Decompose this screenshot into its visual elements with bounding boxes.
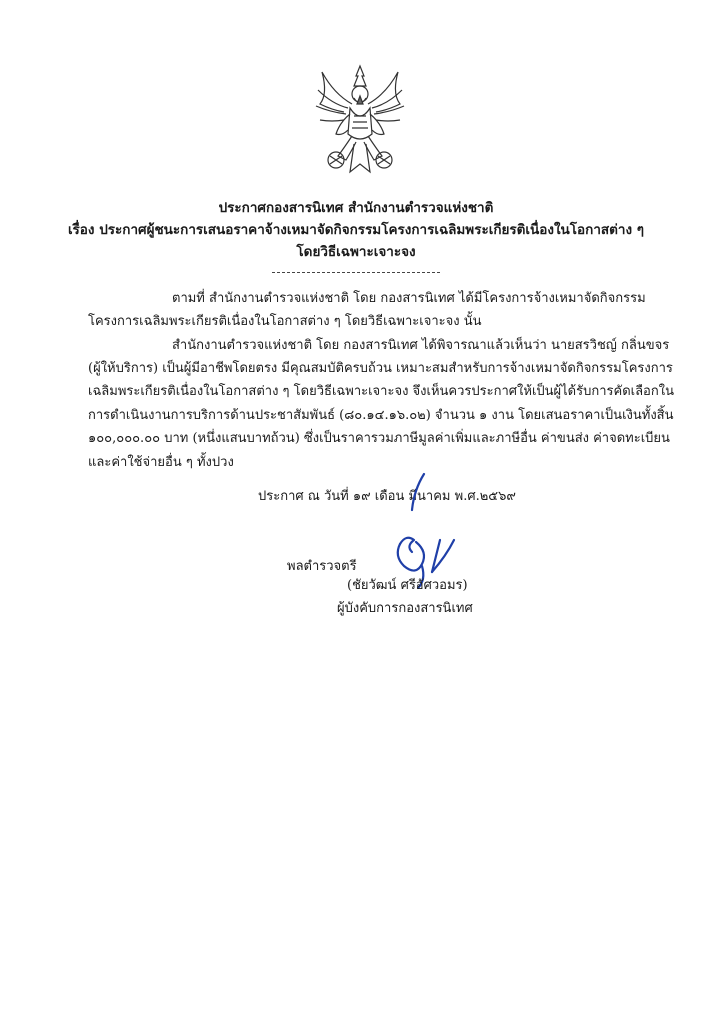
document-title: ประกาศกองสารนิเทศ สำนักงานตำรวจแห่งชาติ [218, 200, 494, 216]
body-paragraph-2-line-5: ๑๐๐,๐๐๐.๐๐ บาท (หนึ่งแสนบาทถ้วน) ซึ่งเป็นราคารวมภาษีมูลค่าเพิ่มและภาษีอื่น ค่าขนส่ง ค่าจดทะเบียน [88, 431, 670, 446]
signatory-name: (ชัยวัฒน์ ศรีอัศวอมร) [347, 578, 468, 593]
body-paragraph-2-line-1: สำนักงานตำรวจแห่งชาติ โดย กองสารนิเทศ ได้พิจารณาแล้วเห็นว่า นายสรวิชญ์ กลิ่นขจร [172, 338, 670, 353]
announcement-date: ประกาศ ณ วันที่ ๑๙ เดือน มีนาคม พ.ศ.๒๕๖๙ [258, 489, 516, 504]
signatory-position: ผู้บังคับการกองสารนิเทศ [337, 601, 473, 616]
body-paragraph-2-line-2: (ผู้ให้บริการ) เป็นผู้มีอาชีพโดยตรง มีคุณสมบัติครบถ้วน เหมาะสมสำหรับการจ้างเหมาจัดกิจกรรมโครงการ [88, 361, 673, 376]
body-paragraph-2-line-6: และค่าใช้จ่ายอื่น ๆ ทั้งปวง [88, 455, 234, 470]
document-subject: เรื่อง ประกาศผู้ชนะการเสนอราคาจ้างเหมาจัดกิจกรรมโครงการเฉลิมพระเกียรติเนื่องในโอกาสต่าง ๆ [67, 222, 645, 238]
garuda-emblem-icon [314, 64, 406, 176]
body-paragraph-1-line-2: โครงการเฉลิมพระเกียรติเนื่องในโอกาสต่าง ๆ โดยวิธีเฉพาะเจาะจง นั้น [88, 314, 482, 329]
signatory-rank: พลตำรวจตรี [287, 559, 357, 574]
body-paragraph-2-line-4: การดำเนินงานการบริการด้านประชาสัมพันธ์ (๘๐.๑๔.๑๖.๐๒) จำนวน ๑ งาน โดยเสนอราคาเป็นเงินทั้งสิ้น [88, 408, 674, 423]
body-paragraph-2-line-3: เฉลิมพระเกียรติเนื่องในโอกาสต่าง ๆ โดยวิธีเฉพาะเจาะจง จึงเห็นควรประกาศให้เป็นผู้ได้รับการคัดเลือกใน [88, 384, 674, 399]
header-divider [272, 272, 440, 273]
body-paragraph-1-line-1: ตามที่ สำนักงานตำรวจแห่งชาติ โดย กองสารนิเทศ ได้มีโครงการจ้างเหมาจัดกิจกรรม [172, 291, 646, 306]
document-subject-method: โดยวิธีเฉพาะเจาะจง [296, 244, 416, 260]
